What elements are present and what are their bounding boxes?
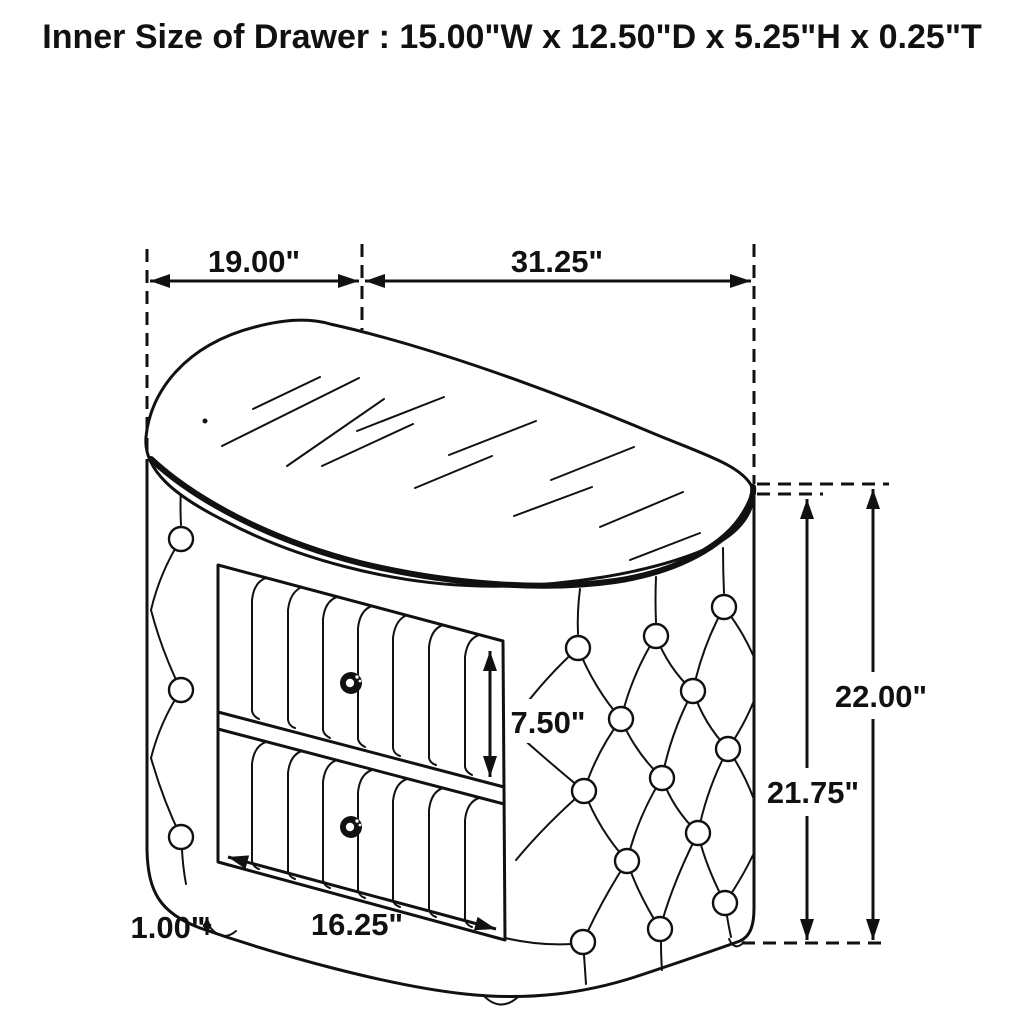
right-tufting [505, 548, 753, 984]
dim-label-top-right: 31.25" [510, 244, 604, 279]
tuft-button [615, 849, 639, 873]
dim-height-body [767, 499, 859, 940]
dim-label-foot-height: 1.00" [130, 910, 206, 945]
drawer-knob-icon [340, 672, 362, 694]
grain-speck [203, 419, 208, 424]
dim-label-height-body: 21.75" [766, 775, 860, 810]
lower-drawer-channels [252, 742, 479, 927]
tuft-button [712, 595, 736, 619]
dim-top-right [365, 244, 751, 281]
tabletop [146, 320, 753, 586]
dim-drawer-width [228, 857, 496, 942]
dim-label-top-left: 19.00" [207, 244, 301, 279]
tuft-button [716, 737, 740, 761]
tuft-button [169, 825, 193, 849]
tuft-button [566, 636, 590, 660]
tuft-button [681, 679, 705, 703]
drawer-panel [218, 565, 505, 940]
tuft-button [609, 707, 633, 731]
drawer-panel-outline [218, 565, 505, 940]
dim-foot-height [130, 910, 207, 945]
tuft-button [169, 527, 193, 551]
tuft-button [648, 917, 672, 941]
tuft-button [571, 930, 595, 954]
drawer-divider [218, 712, 504, 787]
tuft-button [650, 766, 674, 790]
dim-height-total [835, 489, 927, 940]
tuft-button [686, 821, 710, 845]
dim-label-drawer-height: 7.50" [510, 705, 586, 740]
tuft-button [713, 891, 737, 915]
dim-label-drawer-width: 16.25" [310, 907, 404, 942]
dim-label-height-total: 22.00" [834, 679, 928, 714]
drawer-divider [218, 729, 504, 804]
drawer-knob-icon [340, 816, 362, 838]
tuft-button [644, 624, 668, 648]
left-tufting [151, 487, 193, 884]
dim-top-left [150, 244, 359, 281]
tuft-button [169, 678, 193, 702]
tuft-button [572, 779, 596, 803]
diagram-title: Inner Size of Drawer : 15.00"W x 12.50"D x 5.25"H x 0.25"T [42, 18, 982, 56]
tabletop-outline [146, 320, 753, 586]
dim-drawer-height [490, 651, 592, 777]
